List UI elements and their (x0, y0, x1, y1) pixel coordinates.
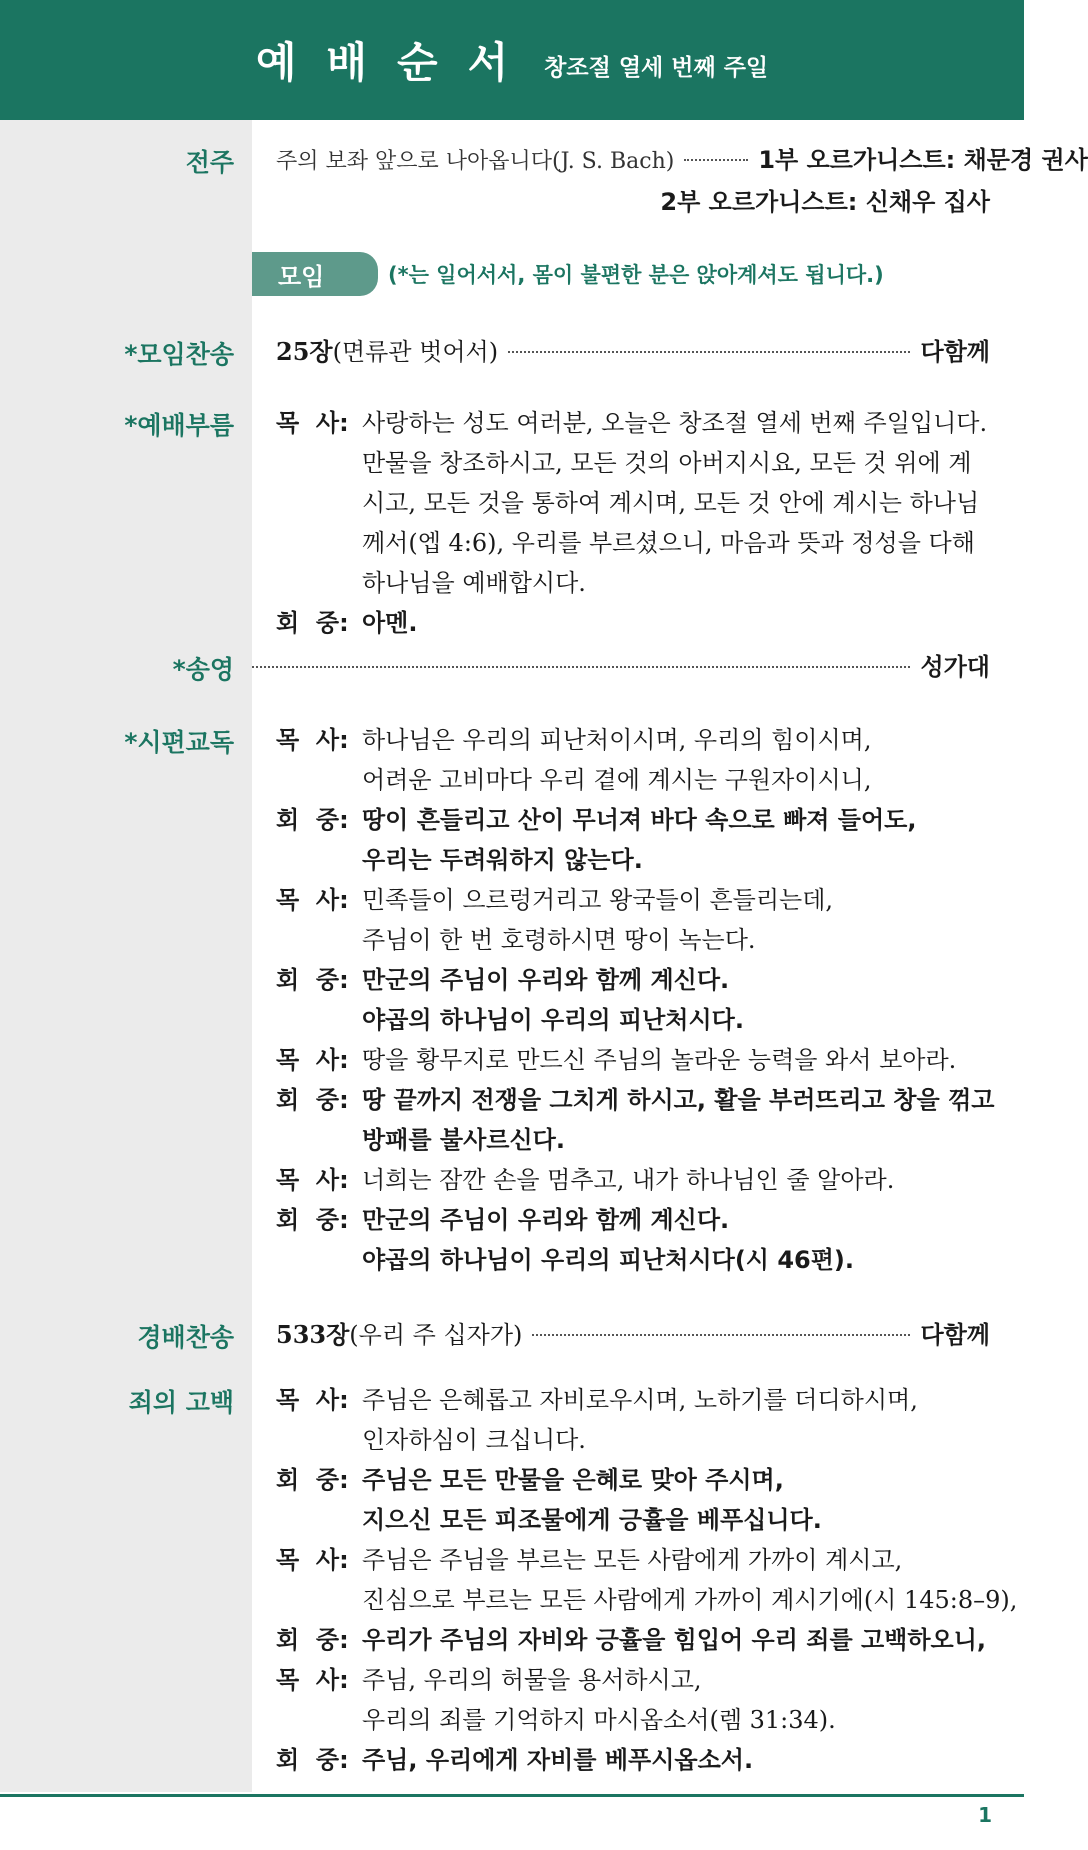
pastor-turn (276, 1540, 1018, 1620)
speaker-pastor: 목 사: (276, 1386, 349, 1414)
congregation-turn (276, 1080, 995, 1160)
congregation-text: 땅 끝까지 전쟁을 그치게 하시고, 활을 부러뜨리고 창을 꺾고 방패를 불사르신다. (362, 1086, 995, 1154)
gathering-note: (*는 일어서서, 몸이 불편한 분은 앉아계셔도 됩니다.) (388, 263, 884, 287)
speaker-congregation: 회 중: (276, 1746, 349, 1774)
speaker-congregation: 회 중: (276, 966, 349, 994)
speaker-pastor: 목 사: (276, 1666, 349, 1694)
congregation-turn (276, 1200, 990, 1280)
call-response: 아멘. (362, 609, 418, 637)
dot-leader (508, 351, 910, 353)
speaker-congregation: 회 중: (276, 1086, 349, 1114)
page-header (0, 0, 1024, 120)
call-pastor-text: 사랑하는 성도 여러분, 오늘은 창조절 열세 번째 주일입니다. 만물을 창조하시고, 모든 것의 아버지시요, 모든 것 위에 계 시고, 모든 것을 통하여 계시며, 모든 것 안에 계시는 하나님 께서(엡 4:6), 우리를 부르셨으니, 마음과 뜻과 정성을 다해 하나님을 예배합시다. (362, 409, 988, 597)
congregation-turn (276, 1460, 990, 1540)
congregation-text: 주님, 우리에게 자비를 베푸시옵소서. (362, 1746, 754, 1774)
psalm-section (276, 720, 995, 1280)
prelude-section (276, 140, 1088, 222)
congregation-text: 만군의 주님이 우리와 함께 계신다. 야곱의 하나님이 우리의 피난처시다. (362, 966, 744, 1034)
hymn1-label: *모임찬송 (124, 340, 234, 369)
psalm-label: *시편교독 (124, 728, 234, 757)
pastor-turn (276, 1160, 990, 1200)
page-number: 1 (978, 1803, 992, 1827)
dot-leader (684, 159, 748, 161)
pastor-turn (276, 720, 990, 800)
pastor-turn (276, 1380, 990, 1460)
congregation-text: 만군의 주님이 우리와 함께 계신다. 야곱의 하나님이 우리의 피난처시다(시 46편). (362, 1206, 855, 1274)
call-section (276, 403, 990, 643)
congregation-turn (276, 1620, 990, 1660)
congregation-text: 땅이 흔들리고 산이 무너져 바다 속으로 빠져 들어도, 우리는 두려워하지 않는다. (362, 806, 917, 874)
speaker-congregation: 회 중: (276, 806, 349, 834)
speaker-pastor: 목 사: (276, 409, 349, 437)
pastor-turn (276, 880, 990, 960)
anthem-label: *송영 (172, 655, 234, 684)
congregation-text: 주님은 모든 만물을 은혜로 맞아 주시며, 지으신 모든 피조물에게 긍휼을 베푸십니다. (362, 1466, 822, 1534)
pastor-text: 주님, 우리의 허물을 용서하시고, 우리의 죄를 기억하지 마시옵소서(렘 31:34). (362, 1666, 836, 1734)
pastor-text: 너희는 잠깐 손을 멈추고, 내가 하나님인 줄 알아라. (362, 1166, 895, 1194)
pastor-text: 하나님은 우리의 피난처이시며, 우리의 힘이시며, 어려운 고비마다 우리 곁에 계시는 구원자이시니, (362, 726, 872, 794)
congregation-turn (276, 800, 990, 880)
pastor-text: 주님은 은혜롭고 자비로우시며, 노하기를 더디하시며, 인자하심이 크십니다. (362, 1386, 918, 1454)
hymn1-row (276, 332, 990, 372)
footer-divider (0, 1794, 1024, 1797)
hymn2-number: 533장 (276, 1320, 350, 1349)
speaker-pastor: 목 사: (276, 1166, 349, 1194)
hymn1-performer: 다함께 (920, 338, 990, 366)
call-label: *예배부름 (124, 411, 234, 440)
pastor-text: 민족들이 으르렁거리고 왕국들이 흔들리는데, 주님이 한 번 호령하시면 땅이 녹는다. (362, 886, 834, 954)
congregation-turn (276, 960, 990, 1040)
hymn2-title: (우리 주 십자가) (349, 1321, 523, 1349)
speaker-pastor: 목 사: (276, 726, 349, 754)
pastor-text: 주님은 주님을 부르는 모든 사람에게 가까이 계시고, 진심으로 부르는 모든 사람에게 가까이 계시기에(시 145:8–9), (362, 1546, 1018, 1614)
gathering-tag: 모임 (252, 252, 378, 296)
hymn1-title: (면류관 벗어서) (332, 338, 499, 366)
pastor-turn (276, 1040, 990, 1080)
gathering-banner (252, 252, 884, 296)
hymn1-number: 25장 (276, 337, 333, 366)
page-subtitle: 창조절 열세 번째 주일 (544, 54, 769, 81)
confession-section (276, 1380, 1018, 1780)
speaker-pastor: 목 사: (276, 886, 349, 914)
dot-leader (532, 1334, 910, 1336)
page-title: 예배순서 (255, 38, 539, 87)
prelude-piece: 주의 보좌 앞으로 나아옵니다(J. S. Bach) (276, 149, 675, 174)
hymn2-label: 경배찬송 (137, 1323, 234, 1352)
pastor-turn (276, 1660, 990, 1740)
congregation-text: 우리가 주님의 자비와 긍휼을 힘입어 우리 죄를 고백하오니, (362, 1626, 987, 1654)
speaker-congregation: 회 중: (276, 1626, 349, 1654)
organist-2: 2부 오르가니스트: 신채우 집사 (660, 188, 990, 216)
anthem-performer: 성가대 (920, 653, 990, 681)
congregation-turn (276, 1740, 990, 1780)
speaker-pastor: 목 사: (276, 1546, 349, 1574)
speaker-congregation: 회 중: (276, 1206, 349, 1234)
hymn2-row (276, 1315, 990, 1355)
pastor-text: 땅을 황무지로 만드신 주님의 놀라운 능력을 와서 보아라. (362, 1046, 957, 1074)
speaker-congregation: 회 중: (276, 609, 349, 637)
prelude-label: 전주 (185, 148, 234, 177)
confession-label: 죄의 고백 (128, 1388, 234, 1417)
speaker-congregation: 회 중: (276, 1466, 349, 1494)
organist-1: 1부 오르가니스트: 채문경 권사 (758, 146, 1088, 174)
anthem-row (252, 647, 990, 687)
dot-leader (252, 666, 910, 668)
speaker-pastor: 목 사: (276, 1046, 349, 1074)
hymn2-performer: 다함께 (920, 1321, 990, 1349)
